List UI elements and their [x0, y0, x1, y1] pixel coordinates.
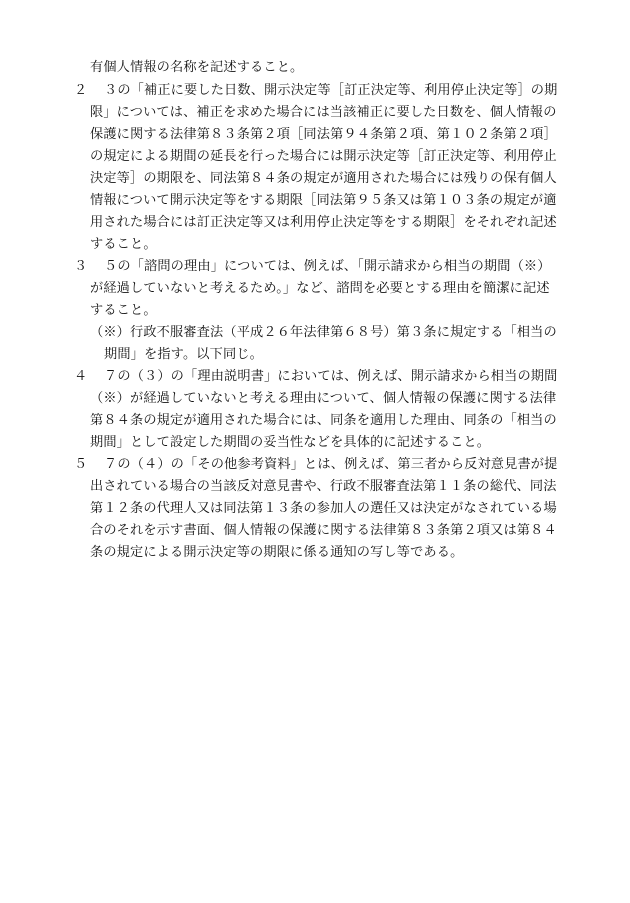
paragraph-number-2: ２	[74, 83, 88, 98]
paragraph-2-line-1: ３の「補正に要した日数、開示決定等［訂正決定等、利用停止決定等］の期	[104, 83, 558, 98]
paragraph-2-line-8: すること。	[90, 237, 157, 252]
paragraph-2-line-3: 保護に関する法律第８３条第２項［同法第９４条第２項、第１０２条第２項］	[90, 127, 557, 142]
paragraph-4-line-3: 第８４条の規定が適用された場合には、同条を適用した理由、同条の「相当の	[90, 413, 557, 428]
paragraph-5-line-5: 条の規定による開示決定等の期限に係る通知の写し等である。	[90, 545, 464, 560]
paragraph-2-line-7: 用された場合には訂正決定等又は利用停止決定等をする期限］をそれぞれ記述	[90, 215, 557, 230]
paragraph-3-line-1: ５の「諮問の理由」については、例えば、「開示請求から相当の期間（※）	[104, 259, 551, 274]
paragraph-2-line-4: の規定による期間の延長を行った場合には開示決定等［訂正決定等、利用停止	[90, 149, 557, 164]
paragraph-3-line-3: すること。	[90, 303, 157, 318]
paragraph-5-line-4: 合のそれを示す書面、個人情報の保護に関する法律第８３条第２項又は第８４	[90, 523, 557, 538]
paragraph-4-line-1: ７の（３）の「理由説明書」においては、例えば、開示請求から相当の期間	[104, 369, 558, 384]
note-line-1: （※）行政不服審査法（平成２６年法律第６８号）第３条に規定する「相当の	[90, 325, 557, 340]
paragraph-3-line-2: が経過していないと考えるため。」など、諮問を必要とする理由を簡潔に記述	[90, 281, 550, 296]
paragraph-5-line-1: ７の（４）の「その他参考資料」とは、例えば、第三者から反対意見書が提	[104, 457, 558, 472]
paragraph-5-line-2: 出されている場合の当該反対意見書や、行政不服審査法第１１条の総代、同法	[90, 479, 557, 494]
paragraph-2-line-6: 情報について開示決定等をする期限［同法第９５条又は第１０３条の規定が適	[90, 193, 557, 208]
paragraph-4-line-4: 期間」として設定した期間の妥当性などを具体的に記述すること。	[90, 435, 491, 450]
paragraph-1-line-1: 有個人情報の名称を記述すること。	[90, 60, 304, 75]
paragraph-number-4: ４	[74, 369, 88, 384]
paragraph-2-line-2: 限」については、補正を求めた場合には当該補正に要した日数を、個人情報の	[90, 105, 557, 120]
note-line-2: 期間」を指す。以下同じ。	[104, 347, 263, 362]
paragraph-4-line-2: （※）が経過していないと考える理由について、個人情報の保護に関する法律	[90, 391, 557, 406]
paragraph-number-5: ５	[74, 457, 88, 472]
paragraph-5-line-3: 第１２条の代理人又は同法第１３条の参加人の選任又は決定がなされている場	[90, 501, 557, 516]
paragraph-2-line-5: 決定等］の期限を、同法第８４条の規定が適用された場合には残りの保有個人	[90, 171, 557, 186]
paragraph-number-3: ３	[74, 259, 88, 274]
